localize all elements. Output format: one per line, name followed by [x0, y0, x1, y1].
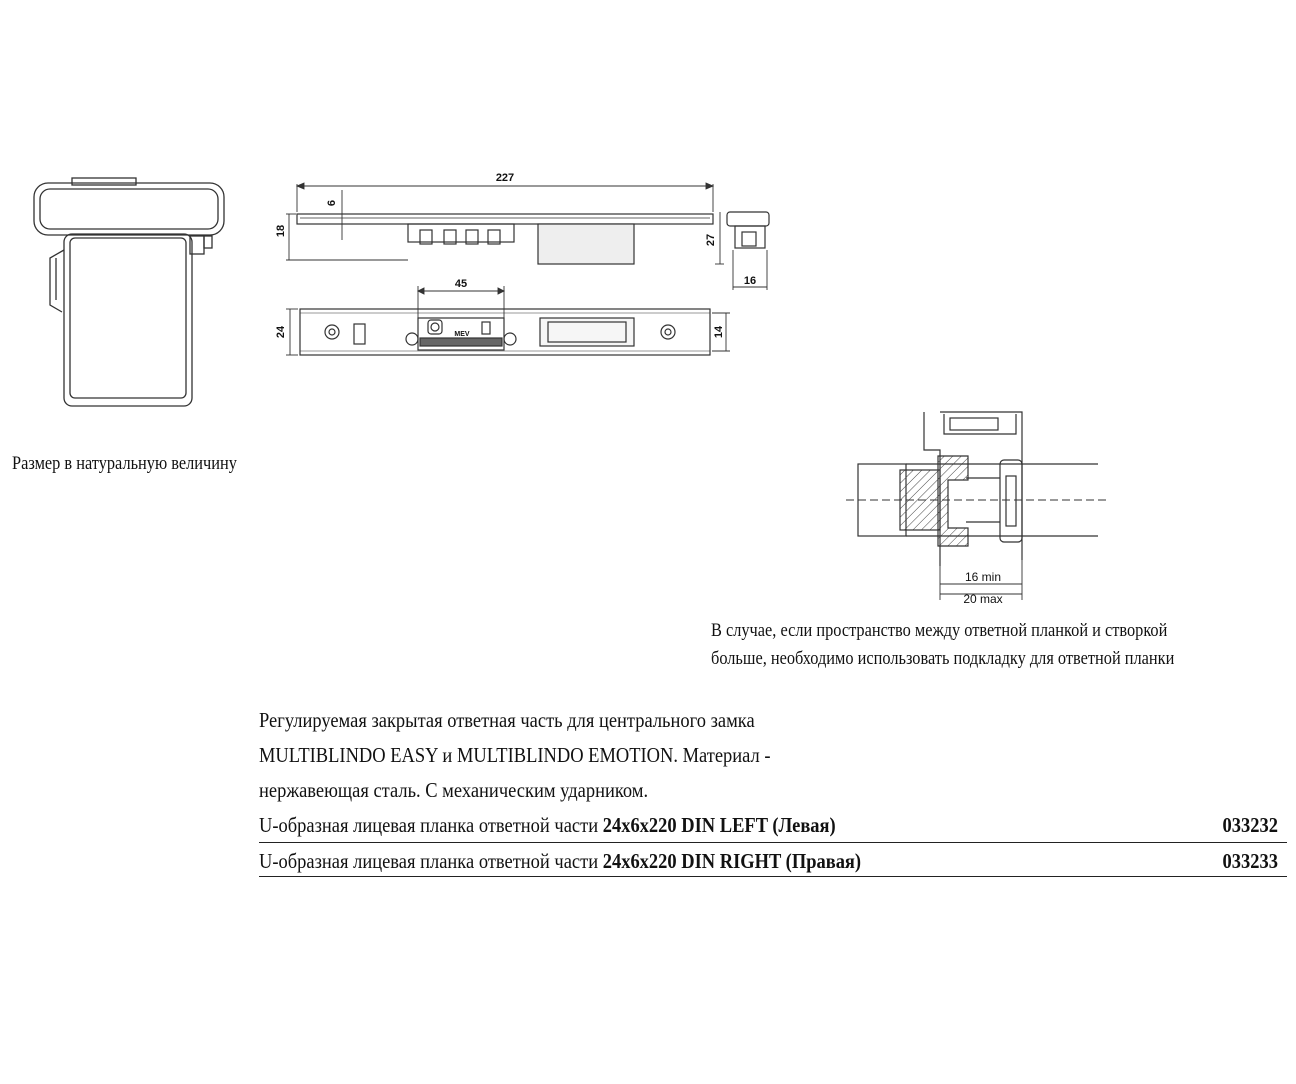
dim-adjust: 45 [454, 278, 468, 290]
product-row-left-spec: 24x6x220 DIN LEFT (Левая) [602, 813, 836, 837]
product-row-right-code: 033233 [1222, 849, 1278, 873]
table-bottom-rule [259, 876, 1287, 877]
product-description [259, 703, 771, 808]
dim-height-left: 18 [275, 224, 287, 238]
product-row-right-prefix: U-образная лицевая планка ответной части [259, 849, 603, 873]
description-line-3: нержавеющая сталь. С механическим ударником. [259, 778, 649, 802]
natural-size-caption: Размер в натуральную величину [12, 453, 237, 474]
product-row-right-name [259, 849, 861, 874]
shim-note-line-2: больше, необходимо использовать подкладку для ответной планки [711, 648, 1175, 669]
description-line-2: MULTIBLINDO EASY и MULTIBLINDO EMOTION. Материал - [259, 743, 771, 767]
product-row-left-name [259, 813, 836, 838]
dim-inner-width: 14 [713, 325, 725, 339]
table-divider [259, 842, 1287, 843]
description-line-1: Регулируемая закрытая ответная часть для центрального замка [259, 708, 755, 732]
shim-note-line-1: В случае, если пространство между ответной планкой и створкой [711, 620, 1168, 641]
gap-min-label: 16 min [964, 570, 1002, 584]
shim-note [711, 617, 1174, 673]
product-row-left-code: 033232 [1222, 813, 1278, 837]
product-row-left-prefix: U-образная лицевая планка ответной части [259, 813, 603, 837]
dim-face-width: 24 [275, 325, 287, 339]
dim-end-width: 16 [743, 275, 757, 287]
dim-plate-thickness: 6 [326, 199, 338, 207]
product-row-right-spec: 24x6x220 DIN RIGHT (Правая) [602, 849, 862, 873]
gap-max-label: 20 max [963, 592, 1003, 606]
dim-depth: 27 [705, 233, 717, 247]
dim-total-length: 227 [495, 172, 515, 184]
plate-marking: MEV [454, 331, 470, 338]
